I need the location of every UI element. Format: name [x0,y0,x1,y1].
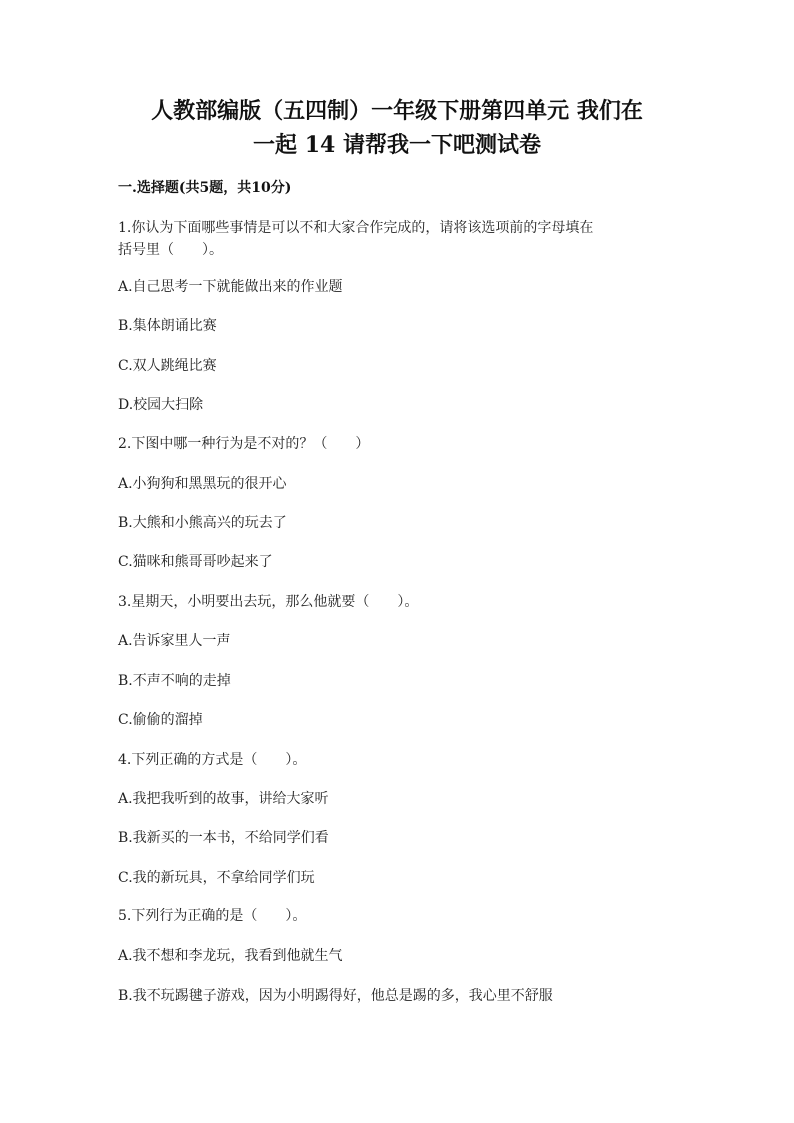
question-5-stem: 5.下列行为正确的是（ ）。 [118,908,307,924]
question-4-option-c: C.我的新玩具，不拿给同学们玩 [118,870,315,886]
question-1-stem-line-2: 括号里（ ）。 [118,242,223,258]
question-2-option-b: B.大熊和小熊高兴的玩去了 [118,515,287,531]
page-title-line-1: 人教部编版（五四制）一年级下册第四单元 我们在 [151,98,643,124]
question-4-option-a: A.我把我听到的故事，讲给大家听 [118,791,329,807]
question-4-stem: 4.下列正确的方式是（ ）。 [118,752,307,768]
question-5-option-b: B.我不玩踢毽子游戏，因为小明踢得好，他总是踢的多，我心里不舒服 [118,988,553,1004]
question-1-stem-line-1: 1.你认为下面哪些事情是可以不和大家合作完成的，请将该选项前的字母填在 [118,220,594,236]
question-1-option-a: A.自己思考一下就能做出来的作业题 [118,279,343,295]
question-3-option-a: A.告诉家里人一声 [118,633,231,649]
section-heading: 一.选择题(共5题，共10分) [118,180,292,196]
question-1-option-d: D.校园大扫除 [118,397,204,413]
question-2-stem: 2.下图中哪一种行为是不对的？（ ） [118,436,370,452]
page-title-line-2: 一起 14 请帮我一下吧测试卷 [253,132,541,158]
question-2-option-c: C.猫咪和熊哥哥吵起来了 [118,554,273,570]
question-3-option-c: C.偷偷的溜掉 [118,712,203,728]
question-3-option-b: B.不声不响的走掉 [118,673,231,689]
question-4-option-b: B.我新买的一本书，不给同学们看 [118,830,329,846]
question-3-stem: 3.星期天，小明要出去玩，那么他就要（ ）。 [118,594,419,610]
question-1-option-c: C.双人跳绳比赛 [118,358,217,374]
question-1-option-b: B.集体朗诵比赛 [118,318,217,334]
question-5-option-a: A.我不想和李龙玩，我看到他就生气 [118,948,343,964]
question-2-option-a: A.小狗狗和黑黑玩的很开心 [118,476,287,492]
